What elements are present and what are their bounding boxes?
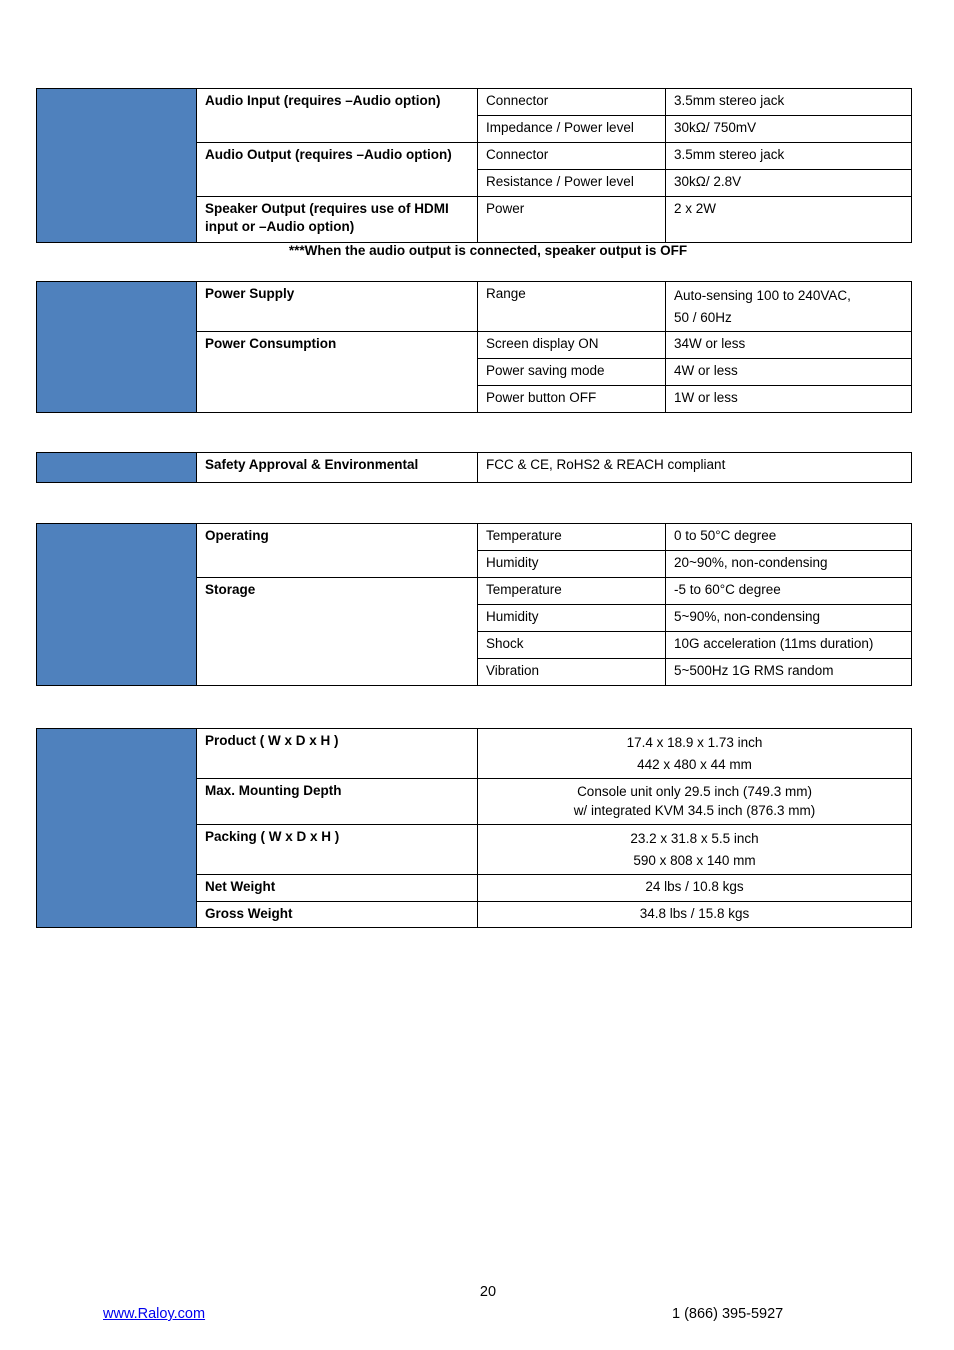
power-consumption-value: 34W or less — [666, 332, 912, 359]
product-size-line2: 442 x 480 x 44 mm — [637, 757, 752, 772]
power-supply-label: Power Supply — [197, 282, 478, 332]
product-size-label: Product ( W x D x H ) — [197, 729, 478, 779]
dimensions-side-band — [37, 729, 197, 928]
mounting-depth-label: Max. Mounting Depth — [197, 779, 478, 825]
operating-value: 0 to 50°C degree — [666, 524, 912, 551]
packing-size-line2: 590 x 808 x 140 mm — [633, 853, 756, 868]
safety-label: Safety Approval & Environmental — [197, 453, 478, 483]
gross-weight-label: Gross Weight — [197, 902, 478, 928]
operating-param: Humidity — [478, 551, 666, 578]
gross-weight-value: 34.8 lbs / 15.8 kgs — [478, 902, 912, 928]
safety-side-band — [37, 453, 197, 483]
phone-number: 1 (866) 395-5927 — [672, 1306, 784, 1322]
safety-spec-table — [36, 452, 912, 483]
environment-side-band — [37, 524, 197, 686]
storage-label: Storage — [197, 578, 478, 686]
page-number: 20 — [479, 1284, 497, 1300]
audio-input-value: 3.5mm stereo jack — [666, 89, 912, 116]
power-consumption-param: Power saving mode — [478, 359, 666, 386]
audio-output-param: Connector — [478, 143, 666, 170]
audio-output-param: Resistance / Power level — [478, 170, 666, 197]
mounting-depth-value — [478, 779, 912, 825]
speaker-output-value: 2 x 2W — [666, 197, 912, 243]
operating-param: Temperature — [478, 524, 666, 551]
net-weight-value: 24 lbs / 10.8 kgs — [478, 875, 912, 902]
storage-value: 5~90%, non-condensing — [666, 605, 912, 632]
storage-param: Temperature — [478, 578, 666, 605]
storage-param: Shock — [478, 632, 666, 659]
power-supply-value — [666, 282, 912, 332]
audio-input-label: Audio Input (requires –Audio option) — [197, 89, 478, 143]
storage-value: -5 to 60°C degree — [666, 578, 912, 605]
product-size-line1: 17.4 x 18.9 x 1.73 inch — [626, 735, 763, 750]
power-consumption-value: 1W or less — [666, 386, 912, 413]
audio-input-value: 30kΩ/ 750mV — [666, 116, 912, 143]
audio-output-value: 30kΩ/ 2.8V — [666, 170, 912, 197]
power-consumption-value: 4W or less — [666, 359, 912, 386]
power-spec-table — [36, 281, 912, 413]
packing-size-value — [478, 825, 912, 875]
audio-spec-table — [36, 88, 912, 243]
power-consumption-param: Screen display ON — [478, 332, 666, 359]
product-size-value — [478, 729, 912, 779]
packing-size-label: Packing ( W x D x H ) — [197, 825, 478, 875]
storage-param: Vibration — [478, 659, 666, 686]
audio-input-param: Connector — [478, 89, 666, 116]
storage-param: Humidity — [478, 605, 666, 632]
dimensions-spec-table — [36, 728, 912, 928]
mounting-depth-line1: Console unit only 29.5 inch (749.3 mm) — [577, 784, 812, 799]
power-consumption-param: Power button OFF — [478, 386, 666, 413]
audio-note: ***When the audio output is connected, speaker output is OFF — [288, 243, 688, 258]
power-supply-value-line1: Auto-sensing 100 to 240VAC, — [674, 288, 851, 303]
website-link[interactable]: www.Raloy.com — [103, 1306, 206, 1322]
power-supply-param: Range — [478, 282, 666, 332]
packing-size-line1: 23.2 x 31.8 x 5.5 inch — [630, 831, 759, 846]
power-consumption-label: Power Consumption — [197, 332, 478, 413]
audio-output-label: Audio Output (requires –Audio option) — [197, 143, 478, 197]
speaker-output-label: Speaker Output (requires use of HDMI input or –Audio option) — [197, 197, 478, 243]
operating-label: Operating — [197, 524, 478, 578]
speaker-output-param: Power — [478, 197, 666, 243]
environment-spec-table — [36, 523, 912, 686]
audio-side-band — [37, 89, 197, 243]
power-supply-value-line2: 50 / 60Hz — [674, 310, 732, 325]
operating-value: 20~90%, non-condensing — [666, 551, 912, 578]
storage-value: 10G acceleration (11ms duration) — [666, 632, 912, 659]
audio-output-value: 3.5mm stereo jack — [666, 143, 912, 170]
power-side-band — [37, 282, 197, 413]
mounting-depth-line2: w/ integrated KVM 34.5 inch (876.3 mm) — [573, 803, 816, 818]
storage-value: 5~500Hz 1G RMS random — [666, 659, 912, 686]
net-weight-label: Net Weight — [197, 875, 478, 902]
safety-value: FCC & CE, RoHS2 & REACH compliant — [478, 453, 912, 483]
audio-input-param: Impedance / Power level — [478, 116, 666, 143]
